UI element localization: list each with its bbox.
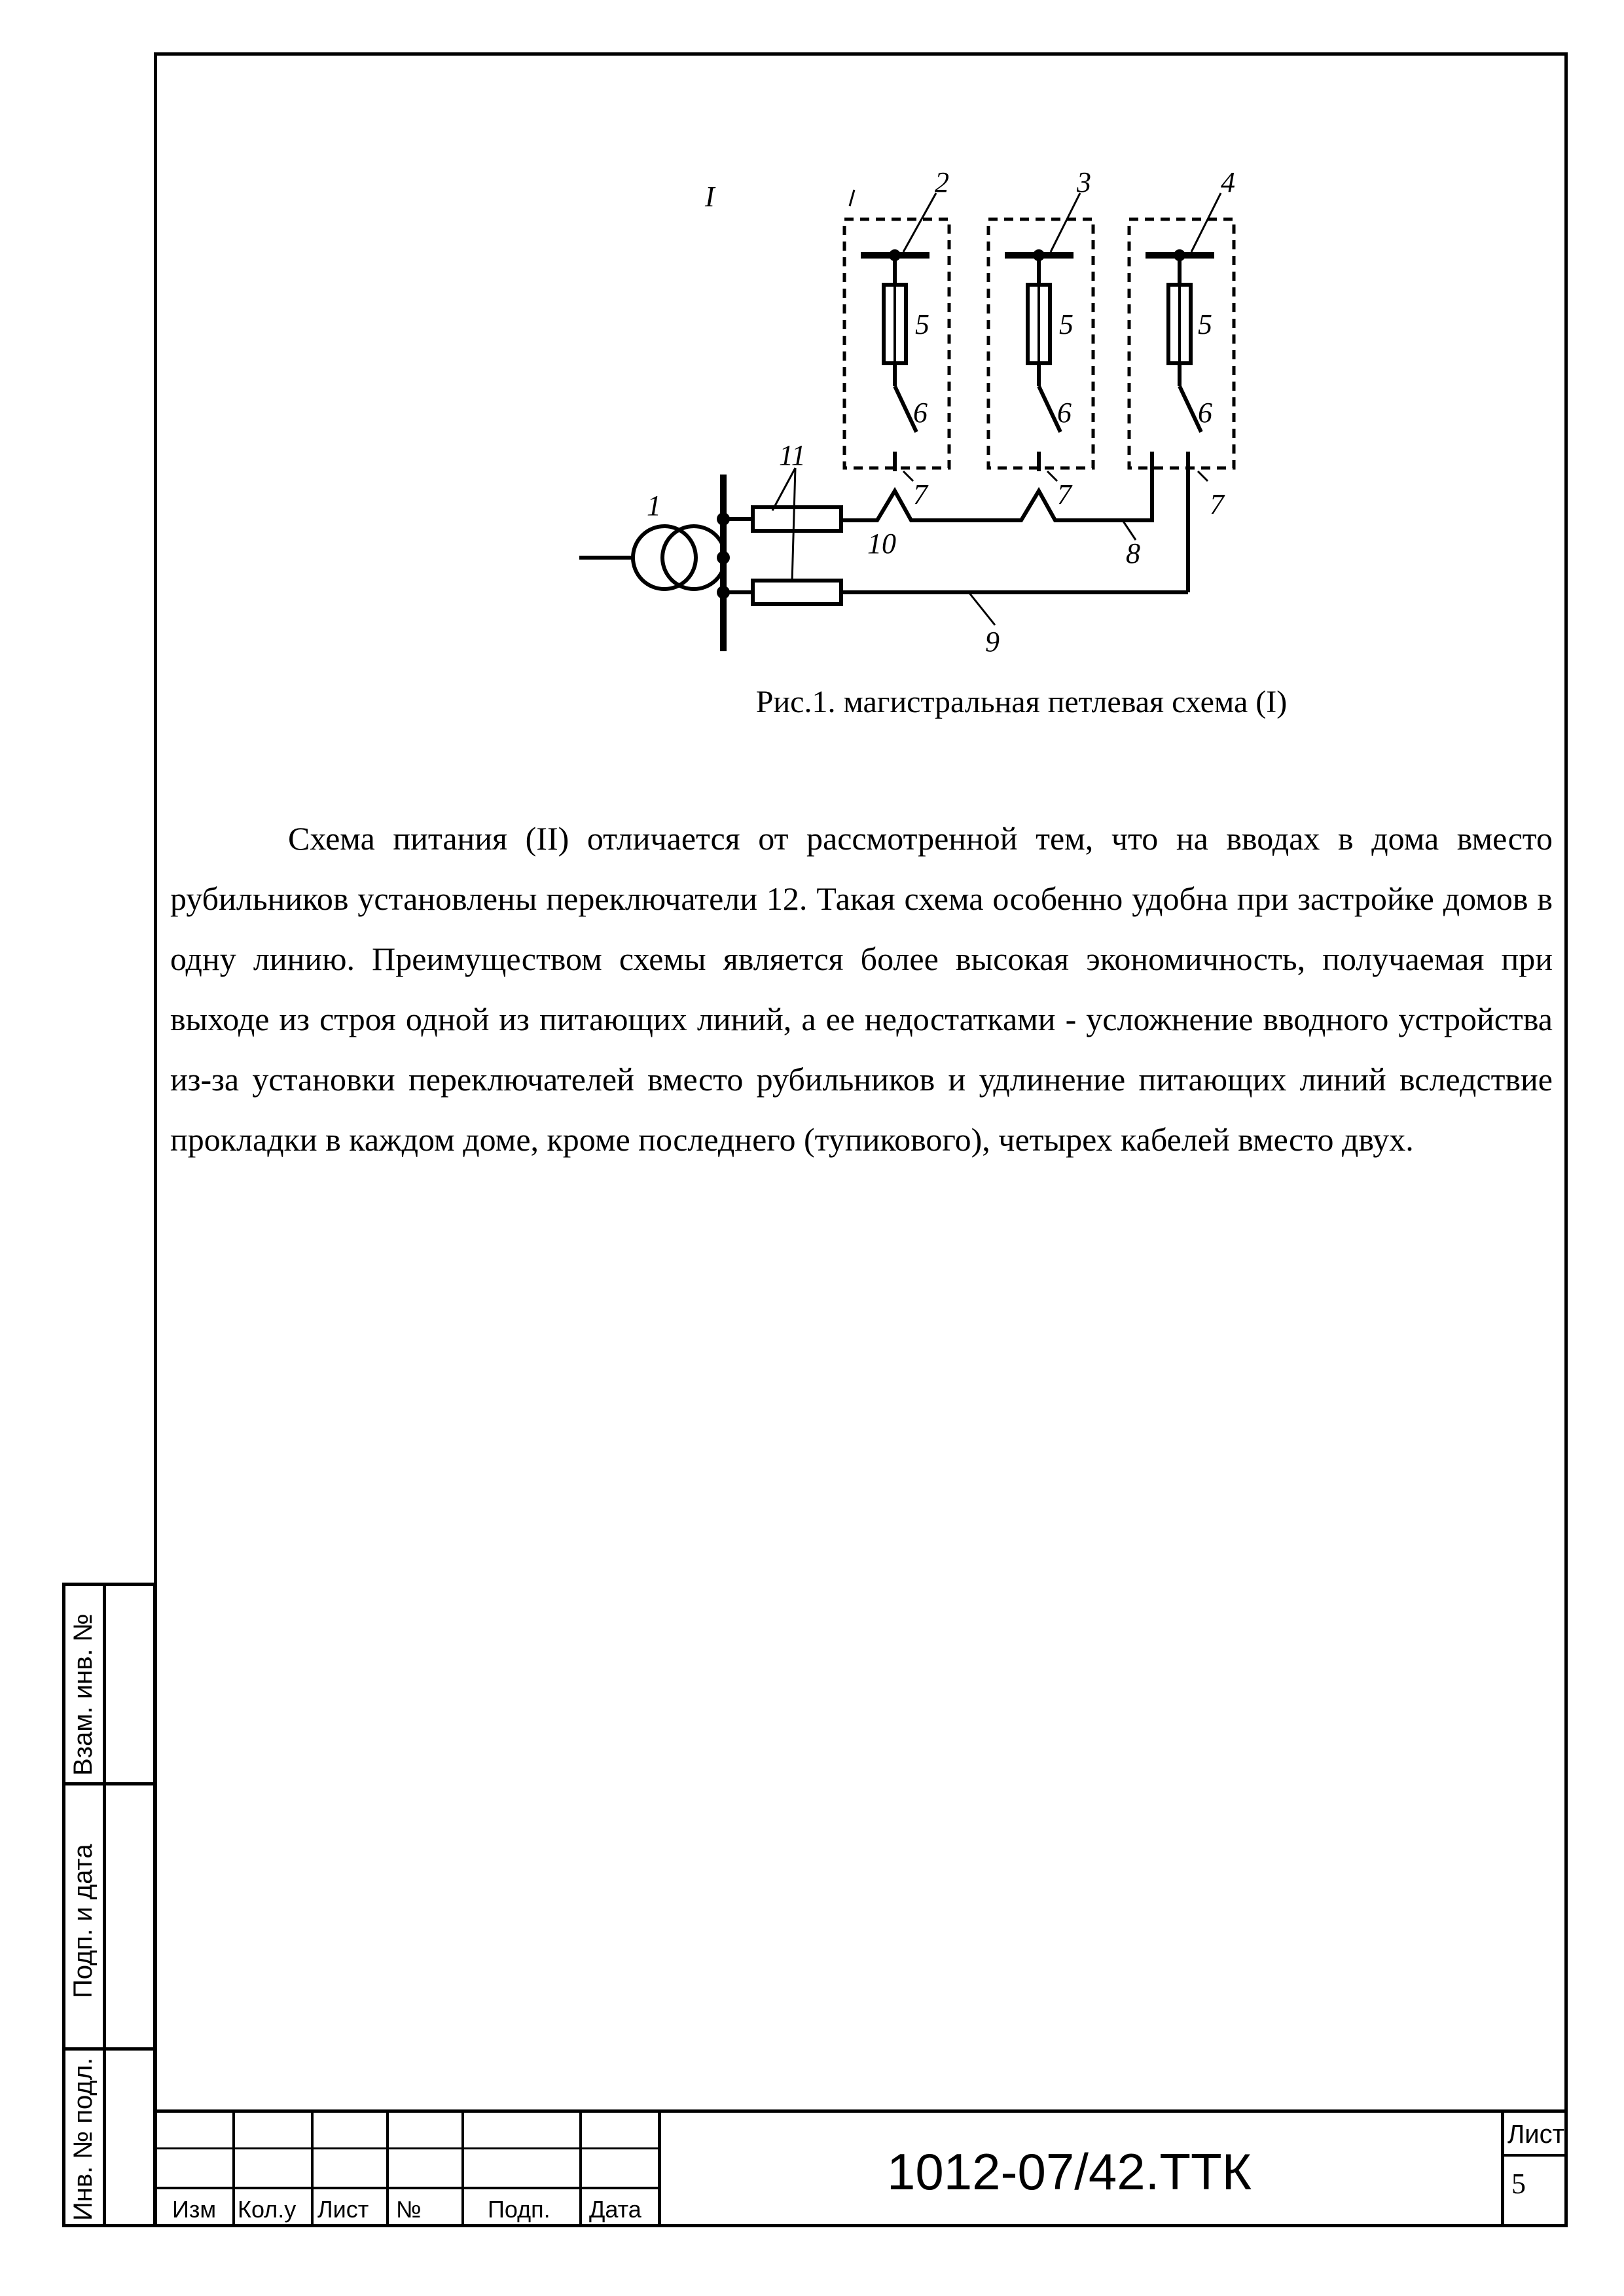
- label-8: 8: [1126, 537, 1140, 569]
- podp-data-label: Подп. и дата: [69, 1844, 98, 1998]
- label-6-b: 6: [1057, 397, 1072, 429]
- header-list: Лист: [317, 2196, 369, 2223]
- header-num: №: [396, 2196, 422, 2223]
- title-block: [154, 2109, 1568, 2227]
- document-code: 1012-07/42.ТТК: [887, 2143, 1252, 2200]
- label-1: 1: [647, 490, 661, 522]
- body-paragraph: Схема питания (II) отличается от рассмотренной тем, что на вводах в дома вместо рубильников установлены переключатели 12. Такая схема особенно удобна при застройке домов в одну линию. Преимуществом схемы является более высокая экономичность, получаемая при выходе из строя одной из питающих линий, а ее недостатками - усложнение вводного устройства из-за установки переключателей вместо рубильников и удлинение питающих линий вследствие прокладки в каждом доме, кроме последнего (тупикового), четырех кабелей вместо двух.: [170, 820, 1553, 1158]
- label-6-a: 6: [913, 397, 928, 429]
- header-podp: Подп.: [488, 2196, 550, 2223]
- label-7-c: 7: [1210, 488, 1224, 520]
- label-roman: I: [705, 181, 715, 213]
- label-10: 10: [867, 528, 896, 560]
- sheet-number: 5: [1511, 2168, 1526, 2200]
- label-4: 4: [1221, 166, 1235, 198]
- label-6-c: 6: [1198, 397, 1212, 429]
- header-data: Дата: [589, 2196, 641, 2223]
- label-7-a: 7: [913, 478, 928, 511]
- label-5-c: 5: [1198, 308, 1212, 340]
- loop-scheme-diagram: [550, 154, 1270, 677]
- fuse-11-b: [753, 581, 841, 604]
- inv-podl-label: Инв. № подл.: [69, 2057, 98, 2221]
- vzam-inv-label: Взам. инв. №: [69, 1613, 98, 1776]
- header-izm: Изм: [172, 2196, 217, 2223]
- figure-caption: Рис.1. магистральная петлевая схема (I): [755, 685, 1288, 719]
- side-stamp: [62, 1583, 156, 2227]
- fuse-11-a: [753, 507, 841, 531]
- label-5-a: 5: [915, 308, 929, 340]
- label-11: 11: [779, 439, 806, 471]
- label-3: 3: [1077, 166, 1091, 198]
- header-kol: Кол.у: [238, 2196, 297, 2223]
- label-9: 9: [985, 626, 1000, 658]
- label-7-b: 7: [1057, 478, 1072, 511]
- label-5-b: 5: [1059, 308, 1074, 340]
- label-2: 2: [935, 166, 949, 198]
- sheet-label: Лист: [1507, 2120, 1564, 2149]
